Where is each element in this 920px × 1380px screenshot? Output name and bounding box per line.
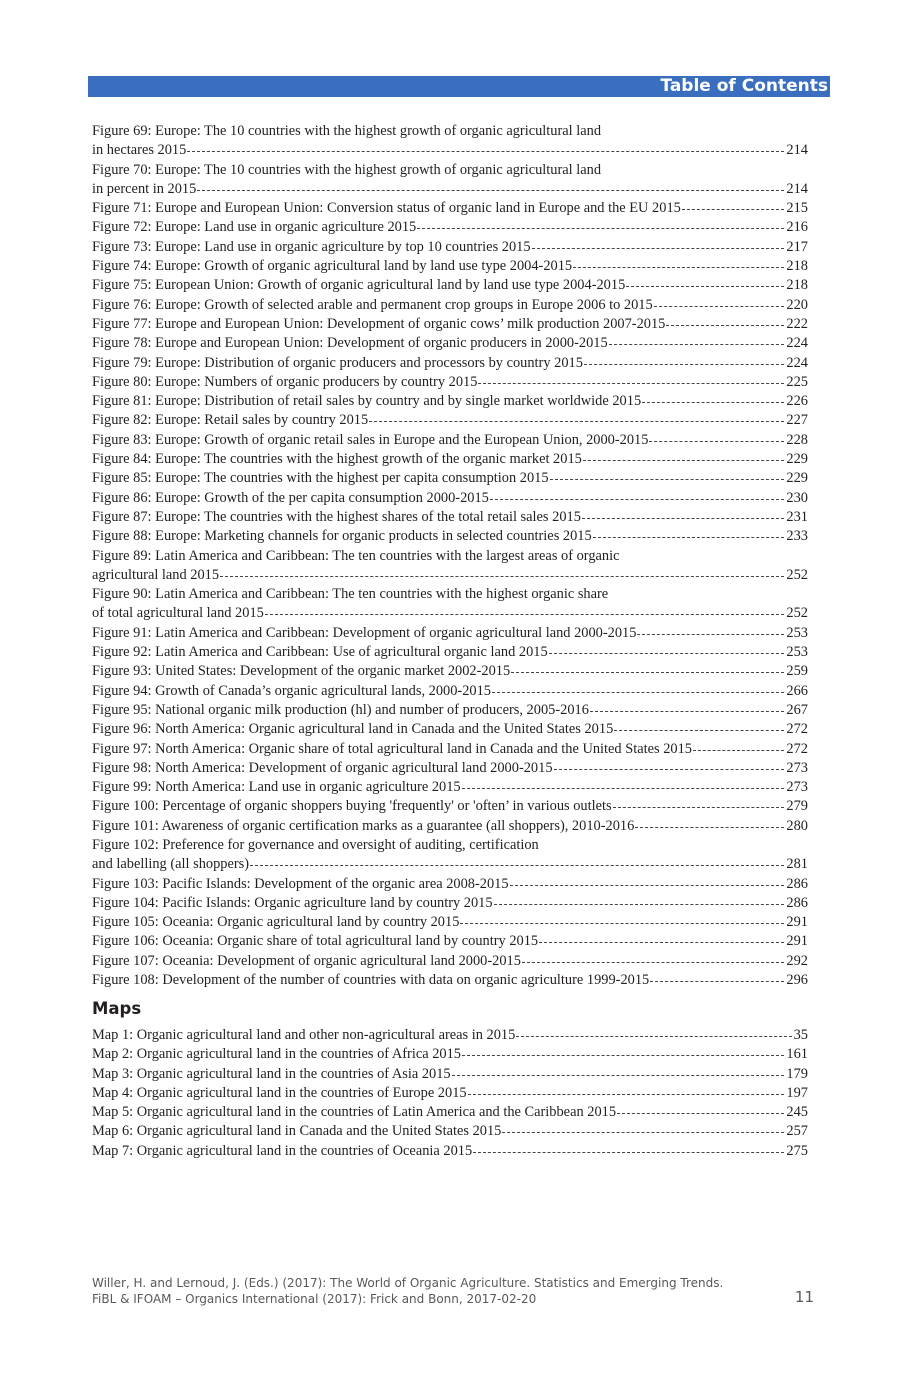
- map-page-number: 245: [786, 1104, 808, 1121]
- figure-entry-row: [92, 354, 808, 373]
- map-entry-row: [92, 1026, 808, 1045]
- figure-entry-row: [92, 817, 808, 836]
- figure-entry-title: Figure 75: European Union: Growth of organic agricultural land by land use type 2004-2015: [92, 277, 626, 294]
- figure-entry-row: [92, 682, 808, 701]
- figure-entry[interactable]: [92, 276, 808, 295]
- map-entry-title: Map 3: Organic agricultural land in the countries of Asia 2015: [92, 1065, 451, 1082]
- figure-entry-title: Figure 97: North America: Organic share of total agricultural land in Canada and the United States 2015: [92, 740, 692, 757]
- figure-page-number: 218: [786, 258, 808, 275]
- map-entry-row: [92, 1103, 808, 1122]
- figure-entry-row: [92, 855, 808, 874]
- figure-entry[interactable]: [92, 643, 808, 662]
- figure-entry[interactable]: [92, 469, 808, 488]
- figure-entry-title: in percent in 2015: [92, 180, 197, 197]
- figure-page-number: 253: [786, 624, 808, 641]
- figure-entry-row: [92, 141, 808, 160]
- dot-leader: [532, 248, 785, 249]
- map-entry-row: [92, 1122, 808, 1141]
- map-page-number: 197: [786, 1084, 808, 1101]
- dot-leader: [626, 286, 784, 287]
- figure-entry[interactable]: [92, 701, 808, 720]
- figure-entry-row: [92, 759, 808, 778]
- figure-entry-title: Figure 108: Development of the number of countries with data on organic agriculture 1999-2015: [92, 972, 650, 989]
- figure-page-number: 228: [786, 431, 808, 448]
- figure-entry-title: Figure 78: Europe and European Union: Development of organic producers in 2000-2015: [92, 335, 608, 352]
- dot-leader: [637, 634, 784, 635]
- figure-entry-title: Figure 81: Europe: Distribution of retail sales by country and by single market worldwide 2015: [92, 393, 642, 410]
- figure-entry-row: [92, 257, 808, 276]
- dot-leader: [417, 228, 784, 229]
- map-entry-title: Map 5: Organic agricultural land in the countries of Latin America and the Caribbean 2015: [92, 1104, 617, 1121]
- dot-leader: [549, 653, 785, 654]
- map-entry-title: Map 2: Organic agricultural land in the countries of Africa 2015: [92, 1046, 461, 1063]
- figure-page-number: 292: [786, 952, 808, 969]
- map-page-number: 179: [786, 1065, 808, 1082]
- figure-entry-title: Figure 86: Europe: Growth of the per capita consumption 2000-2015: [92, 489, 489, 506]
- figure-entry[interactable]: [92, 952, 808, 971]
- figure-entry-row: [92, 527, 808, 546]
- dot-leader: [583, 460, 785, 461]
- map-page-number: 257: [786, 1123, 808, 1140]
- dot-leader: [693, 750, 784, 751]
- dot-leader: [682, 209, 785, 210]
- figure-entry-row: [92, 643, 808, 662]
- dot-leader: [666, 325, 784, 326]
- map-entry-title: Map 4: Organic agricultural land in the countries of Europe 2015: [92, 1084, 467, 1101]
- figure-entry-row: [92, 508, 808, 527]
- dot-leader: [502, 1132, 784, 1133]
- figure-entry[interactable]: [92, 682, 808, 701]
- figure-entry[interactable]: [92, 508, 808, 527]
- figure-entry-title: Figure 72: Europe: Land use in organic agriculture 2015: [92, 219, 417, 236]
- figure-entry-title: Figure 98: North America: Development of organic agricultural land 2000-2015: [92, 759, 553, 776]
- figure-entry-row: [92, 489, 808, 508]
- figure-entry-title: Figure 87: Europe: The countries with the highest shares of the total retail sales 2015: [92, 508, 581, 525]
- figure-entry-title: Figure 74: Europe: Growth of organic agricultural land by land use type 2004-2015: [92, 258, 573, 275]
- figure-entry-row: [92, 238, 808, 257]
- figure-entry[interactable]: [92, 875, 808, 894]
- figure-entry-title: Figure 76: Europe: Growth of selected arable and permanent crop groups in Europe 2006 to 2015: [92, 296, 653, 313]
- dot-leader: [649, 441, 784, 442]
- figure-page-number: 224: [786, 335, 808, 352]
- figure-entry[interactable]: [92, 759, 808, 778]
- dot-leader: [494, 904, 785, 905]
- figure-entry-title: Figure 103: Pacific Islands: Development of the organic area 2008-2015: [92, 875, 509, 892]
- figure-page-number: 252: [786, 605, 808, 622]
- figure-page-number: 273: [786, 759, 808, 776]
- figure-page-number: 218: [786, 277, 808, 294]
- figure-page-number: 222: [786, 315, 808, 332]
- figure-page-number: 214: [786, 142, 808, 159]
- figure-entry-row: [92, 662, 808, 681]
- dot-leader: [473, 1152, 784, 1153]
- figure-page-number: 214: [786, 180, 808, 197]
- map-entry[interactable]: [92, 1045, 808, 1064]
- map-entry[interactable]: [92, 1065, 808, 1084]
- figure-entry[interactable]: [92, 315, 808, 334]
- figure-entry-title: Figure 96: North America: Organic agricultural land in Canada and the United States 2015: [92, 721, 614, 738]
- figure-entry-row: [92, 624, 808, 643]
- dot-leader: [462, 788, 785, 789]
- dot-leader: [584, 364, 784, 365]
- figure-entry-row: [92, 740, 808, 759]
- figure-entry[interactable]: [92, 720, 808, 739]
- figure-page-number: 266: [786, 682, 808, 699]
- footer-citation: [92, 1276, 723, 1307]
- dot-leader: [554, 769, 785, 770]
- dot-leader: [460, 923, 784, 924]
- figure-entry-row: [92, 373, 808, 392]
- figure-entry[interactable]: [92, 913, 808, 932]
- figure-entry[interactable]: [92, 431, 808, 450]
- figure-page-number: 259: [786, 663, 808, 680]
- footer-line-1: Willer, H. and Lernoud, J. (Eds.) (2017): The World of Organic Agriculture. Statistics and Emerging Trends.: [92, 1276, 724, 1290]
- dot-leader: [614, 730, 784, 731]
- figure-entry[interactable]: [92, 450, 808, 469]
- figure-page-number: 291: [786, 933, 808, 950]
- figure-entry-row: [92, 875, 808, 894]
- dot-leader: [511, 672, 784, 673]
- figure-page-number: 226: [786, 393, 808, 410]
- dot-leader: [539, 942, 784, 943]
- figure-entry-title: Figure 92: Latin America and Caribbean: Use of agricultural organic land 2015: [92, 644, 548, 661]
- map-entry[interactable]: [92, 1103, 808, 1122]
- dot-leader: [478, 383, 784, 384]
- figure-entry-title: Figure 101: Awareness of organic certification marks as a guarantee (all shoppers), 2010-2016: [92, 817, 635, 834]
- map-entry[interactable]: [92, 1122, 808, 1141]
- figure-entry-row: [92, 180, 808, 199]
- map-entry[interactable]: [92, 1084, 808, 1103]
- figure-entry[interactable]: [92, 778, 808, 797]
- figure-entry[interactable]: [92, 894, 808, 913]
- maps-list: [92, 1026, 808, 1161]
- figure-entry[interactable]: [92, 971, 808, 990]
- figure-entry[interactable]: [92, 354, 808, 373]
- figure-entry-row: [92, 296, 808, 315]
- figure-page-number: 224: [786, 354, 808, 371]
- dot-leader: [220, 576, 784, 577]
- figure-page-number: 229: [786, 451, 808, 468]
- figure-entry-row: [92, 894, 808, 913]
- figure-entry-title: Figure 84: Europe: The countries with the highest growth of the organic market 2015: [92, 451, 582, 468]
- figure-entry[interactable]: [92, 489, 808, 508]
- figure-entry-row: [92, 315, 808, 334]
- figure-entry[interactable]: [92, 527, 808, 546]
- figure-entry-title: and labelling (all shoppers): [92, 856, 250, 873]
- figure-entry-title: Figure 99: North America: Land use in organic agriculture 2015: [92, 779, 461, 796]
- figure-entry-title: Figure 93: United States: Development of the organic market 2002-2015: [92, 663, 511, 680]
- figure-entry-row: [92, 971, 808, 990]
- dot-leader: [617, 1113, 784, 1114]
- dot-leader: [550, 479, 785, 480]
- figure-entry-row: [92, 797, 808, 816]
- figure-entry[interactable]: [92, 585, 808, 624]
- figure-entry-row: [92, 932, 808, 951]
- figure-entry-row: [92, 604, 808, 623]
- figure-entry-row: [92, 450, 808, 469]
- map-entry-row: [92, 1084, 808, 1103]
- dot-leader: [468, 1094, 785, 1095]
- dot-leader: [590, 711, 785, 712]
- figure-entry[interactable]: [92, 817, 808, 836]
- figure-entry-title: Figure 94: Growth of Canada’s organic agricultural lands, 2000-2015: [92, 682, 491, 699]
- dot-leader: [516, 1036, 791, 1037]
- figure-entry-row: [92, 913, 808, 932]
- figure-entry[interactable]: [92, 199, 808, 218]
- figure-entry-title: Figure 100: Percentage of organic shoppers buying 'frequently' or 'often’ in various outlets: [92, 798, 612, 815]
- figure-entry-title: agricultural land 2015: [92, 566, 220, 583]
- figure-entry[interactable]: [92, 334, 808, 353]
- figure-page-number: 252: [786, 566, 808, 583]
- figure-page-number: 225: [786, 373, 808, 390]
- footer-line-2: FiBL & IFOAM – Organics International (2017): Frick and Bonn, 2017-02-20: [92, 1291, 537, 1306]
- dot-leader: [452, 1075, 785, 1076]
- figure-entry[interactable]: [92, 218, 808, 237]
- figure-entry-title-line: Figure 90: Latin America and Caribbean: The ten countries with the highest organic share: [92, 586, 609, 603]
- dot-leader: [510, 885, 785, 886]
- figure-entry-title-line: Figure 70: Europe: The 10 countries with the highest growth of organic agricultural land: [92, 161, 602, 178]
- dot-leader: [650, 981, 784, 982]
- figure-page-number: 280: [786, 817, 808, 834]
- figure-entry-title: Figure 106: Oceania: Organic share of total agricultural land by country 2015: [92, 933, 539, 950]
- figure-entry-title-line: Figure 69: Europe: The 10 countries with the highest growth of organic agricultural land: [92, 123, 602, 139]
- figure-entry-title: Figure 105: Oceania: Organic agricultural land by country 2015: [92, 914, 460, 931]
- figure-entry-title: Figure 77: Europe and European Union: Development of organic cows’ milk production 2007-2015: [92, 315, 666, 332]
- figure-entry-title: Figure 95: National organic milk production (hl) and number of producers, 2005-2016: [92, 701, 589, 718]
- figure-entry-row: [92, 276, 808, 295]
- figure-entry-title: Figure 107: Oceania: Development of organic agricultural land 2000-2015: [92, 952, 521, 969]
- page-title: Table of Contents: [660, 76, 828, 96]
- dot-leader: [187, 151, 784, 152]
- header-bar: [88, 76, 830, 97]
- figure-entry-row: [92, 566, 808, 585]
- figure-entry[interactable]: [92, 122, 808, 161]
- figure-page-number: 216: [786, 219, 808, 236]
- figure-entry-title: Figure 104: Pacific Islands: Organic agriculture land by country 2015: [92, 894, 493, 911]
- figure-page-number: 286: [786, 894, 808, 911]
- figure-entry-title: Figure 91: Latin America and Caribbean: Development of organic agricultural land 2000-2015: [92, 624, 637, 641]
- dot-leader: [642, 402, 784, 403]
- figure-page-number: 253: [786, 644, 808, 661]
- figure-entry[interactable]: [92, 932, 808, 951]
- figure-entry-row: [92, 334, 808, 353]
- map-page-number: 275: [786, 1142, 808, 1159]
- figure-page-number: 231: [786, 508, 808, 525]
- dot-leader: [197, 190, 784, 191]
- figure-entry[interactable]: [92, 624, 808, 643]
- figure-entry-title: Figure 88: Europe: Marketing channels for organic products in selected countries 2015: [92, 528, 592, 545]
- figure-page-number: 273: [786, 779, 808, 796]
- dot-leader: [462, 1055, 784, 1056]
- figure-entry[interactable]: [92, 797, 808, 816]
- figure-page-number: 281: [786, 856, 808, 873]
- figure-page-number: 272: [786, 740, 808, 757]
- dot-leader: [582, 518, 785, 519]
- figure-entry-title: Figure 82: Europe: Retail sales by country 2015: [92, 412, 369, 429]
- figure-entry-title: Figure 80: Europe: Numbers of organic producers by country 2015: [92, 373, 478, 390]
- page-number: 11: [794, 1288, 814, 1306]
- figure-entry-row: [92, 392, 808, 411]
- map-entry-row: [92, 1065, 808, 1084]
- figure-page-number: 286: [786, 875, 808, 892]
- figure-entry-title-line: Figure 89: Latin America and Caribbean: The ten countries with the largest areas of organic: [92, 547, 620, 564]
- figure-entry-row: [92, 199, 808, 218]
- figure-entry-row: [92, 411, 808, 430]
- map-page-number: 35: [793, 1027, 808, 1043]
- figure-page-number: 227: [786, 412, 808, 429]
- figure-entry-title: in hectares 2015: [92, 142, 187, 159]
- figure-page-number: 217: [786, 238, 808, 255]
- figure-entry[interactable]: [92, 740, 808, 759]
- map-entry-row: [92, 1142, 808, 1161]
- map-entry[interactable]: [92, 1026, 808, 1045]
- figure-entry[interactable]: [92, 392, 808, 411]
- figures-list: [92, 122, 808, 990]
- figure-entry[interactable]: [92, 238, 808, 257]
- figure-entry-row: [92, 469, 808, 488]
- dot-leader: [369, 421, 784, 422]
- figure-page-number: 272: [786, 721, 808, 738]
- figure-page-number: 215: [786, 200, 808, 217]
- dot-leader: [492, 692, 784, 693]
- figure-entry-row: [92, 701, 808, 720]
- figure-page-number: 230: [786, 489, 808, 506]
- dot-leader: [635, 827, 784, 828]
- figure-entry-title-line: Figure 102: Preference for governance and oversight of auditing, certification: [92, 836, 539, 853]
- dot-leader: [265, 614, 785, 615]
- figure-entry-title: Figure 83: Europe: Growth of organic retail sales in Europe and the European Union, 2000-2015: [92, 431, 649, 448]
- figure-entry-row: [92, 720, 808, 739]
- figure-page-number: 229: [786, 470, 808, 487]
- figure-page-number: 267: [786, 701, 808, 718]
- dot-leader: [609, 344, 785, 345]
- dot-leader: [522, 962, 784, 963]
- map-entry-row: [92, 1045, 808, 1064]
- figure-entry-title: Figure 71: Europe and European Union: Conversion status of organic land in Europe and the EU 2015: [92, 200, 681, 217]
- figure-entry-title: Figure 85: Europe: The countries with the highest per capita consumption 2015: [92, 470, 549, 487]
- figure-entry-title: of total agricultural land 2015: [92, 605, 264, 622]
- map-entry-title: Map 1: Organic agricultural land and other non-agricultural areas in 2015: [92, 1027, 516, 1043]
- figure-entry[interactable]: [92, 161, 808, 200]
- dot-leader: [490, 499, 785, 500]
- figure-entry-row: [92, 778, 808, 797]
- figure-page-number: 296: [786, 972, 808, 989]
- figure-entry[interactable]: [92, 296, 808, 315]
- dot-leader: [573, 267, 784, 268]
- figure-entry[interactable]: [92, 662, 808, 681]
- figure-entry-title: Figure 79: Europe: Distribution of organic producers and processors by country 2015: [92, 354, 583, 371]
- dot-leader: [654, 306, 785, 307]
- figure-entry-row: [92, 218, 808, 237]
- maps-heading: Maps: [92, 999, 142, 1018]
- dot-leader: [613, 807, 785, 808]
- figure-page-number: 233: [786, 528, 808, 545]
- figure-entry[interactable]: [92, 257, 808, 276]
- dot-leader: [250, 865, 784, 866]
- map-entry-title: Map 7: Organic agricultural land in the countries of Oceania 2015: [92, 1142, 473, 1159]
- map-page-number: 161: [786, 1046, 808, 1063]
- figure-entry[interactable]: [92, 411, 808, 430]
- dot-leader: [593, 537, 785, 538]
- figure-page-number: 220: [786, 296, 808, 313]
- figure-entry[interactable]: [92, 547, 808, 586]
- figure-entry-row: [92, 952, 808, 971]
- map-entry-title: Map 6: Organic agricultural land in Canada and the United States 2015: [92, 1123, 502, 1140]
- figure-entry-title: Figure 73: Europe: Land use in organic agriculture by top 10 countries 2015: [92, 238, 531, 255]
- figure-entry[interactable]: [92, 836, 808, 875]
- figure-page-number: 291: [786, 914, 808, 931]
- figure-entry[interactable]: [92, 373, 808, 392]
- figure-entry-row: [92, 431, 808, 450]
- map-entry[interactable]: [92, 1142, 808, 1161]
- figure-page-number: 279: [786, 798, 808, 815]
